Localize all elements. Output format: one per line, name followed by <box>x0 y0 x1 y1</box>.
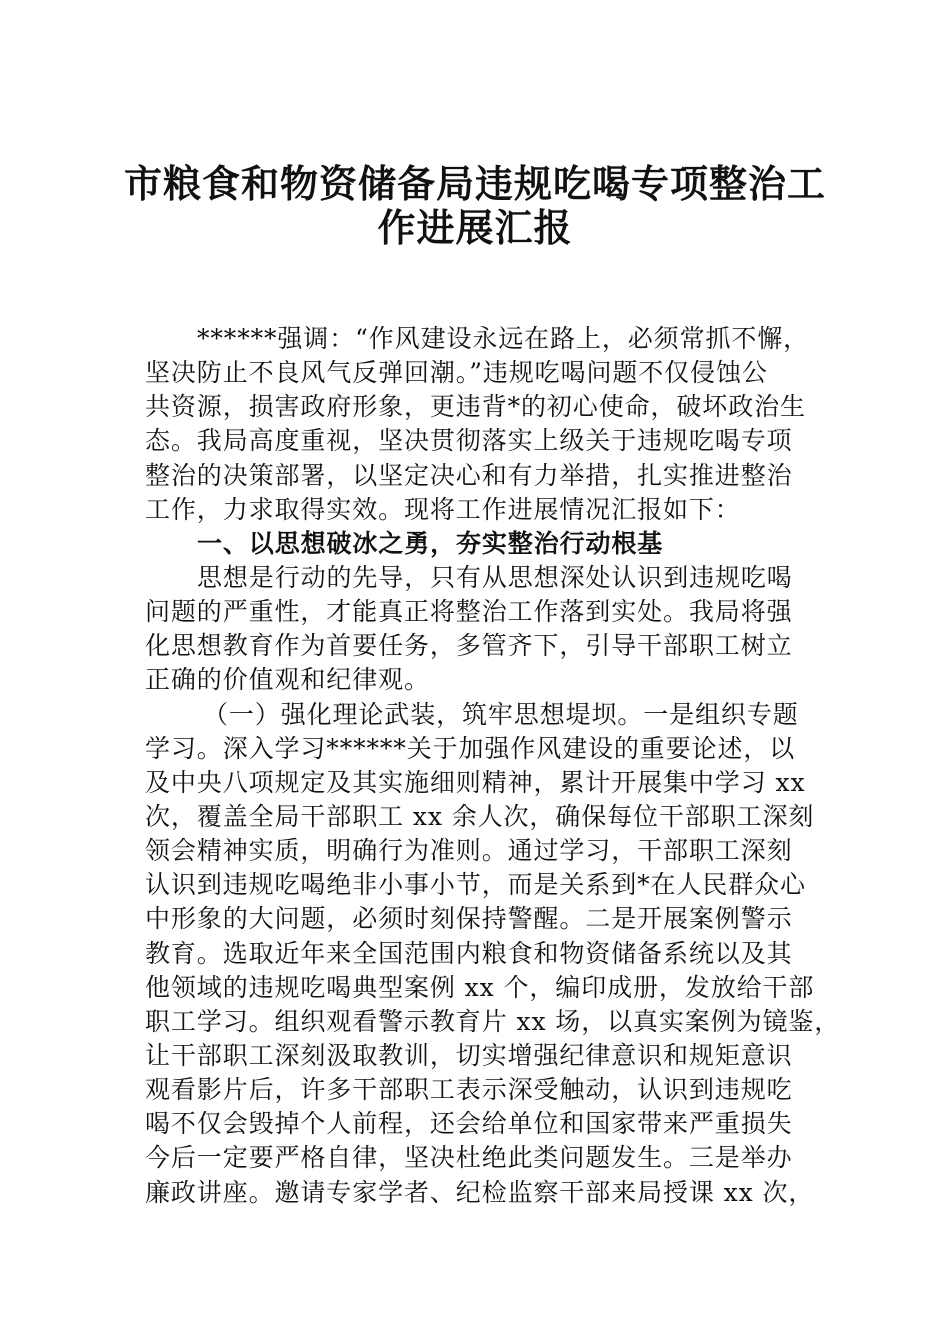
paragraph-section-1-line: 问题的严重性，才能真正将整治工作落到实处。我局将强 <box>145 597 793 627</box>
paragraph-subsection-1-line: 让干部职工深刻汲取教训，切实增强纪律意识和规矩意识 <box>145 1040 793 1070</box>
paragraph-subsection-1-line: 喝不仅会毁掉个人前程，还会给单位和国家带来严重损失 <box>145 1109 793 1139</box>
paragraph-subsection-1-line: 认识到违规吃喝绝非小事小节，而是关系到*在人民群众心 <box>145 870 806 900</box>
paragraph-subsection-1-line: 中形象的大问题，必须时刻保持警醒。二是开展案例警示 <box>145 904 793 934</box>
paragraph-intro-line: 坚决防止不良风气反弹回潮。”违规吃喝问题不仅侵蚀公 <box>145 358 768 388</box>
paragraph-section-1-line: 思想是行动的先导，只有从思想深处认识到违规吃喝 <box>197 562 793 592</box>
paragraph-intro-line: 共资源，损害政府形象，更违背*的初心使命，破坏政治生 <box>145 392 806 422</box>
paragraph-subsection-1-line: 他领域的违规吃喝典型案例 xx 个，编印成册，发放给干部 <box>145 972 815 1002</box>
paragraph-intro-line: 态。我局高度重视，坚决贯彻落实上级关于违规吃喝专项 <box>145 426 793 456</box>
paragraph-intro-line: 工作，力求取得实效。现将工作进展情况汇报如下： <box>145 494 741 524</box>
paragraph-subsection-1-line: 教育。选取近年来全国范围内粮食和物资储备系统以及其 <box>145 938 793 968</box>
paragraph-subsection-1-line: 领会精神实质，明确行为准则。通过学习，干部职工深刻 <box>145 836 793 866</box>
section-heading-1: 一、以思想破冰之勇，夯实整治行动根基 <box>197 528 664 558</box>
document-title-line-1: 市粮食和物资储备局违规吃喝专项整治工 <box>123 161 826 206</box>
paragraph-subsection-1-line: （一）强化理论武装，筑牢思想堤坝。一是组织专题 <box>203 699 799 729</box>
paragraph-intro-line: 整治的决策部署，以坚定决心和有力举措，扎实推进整治 <box>145 460 793 490</box>
paragraph-subsection-1-line: 及中央八项规定及其实施细则精神，累计开展集中学习 xx <box>145 767 806 797</box>
paragraph-subsection-1-line: 廉政讲座。邀请专家学者、纪检监察干部来局授课 xx 次， <box>145 1177 815 1207</box>
paragraph-section-1-line: 化思想教育作为首要任务，多管齐下，引导干部职工树立 <box>145 631 793 661</box>
document-title-line-2: 作进展汇报 <box>377 205 573 250</box>
paragraph-subsection-1-line: 学习。深入学习******关于加强作风建设的重要论述，以 <box>145 733 796 763</box>
paragraph-subsection-1-line: 今后一定要严格自律，坚决杜绝此类问题发生。三是举办 <box>145 1143 793 1173</box>
paragraph-subsection-1-line: 观看影片后，许多干部职工表示深受触动，认识到违规吃 <box>145 1075 793 1105</box>
paragraph-section-1-line: 正确的价值观和纪律观。 <box>145 665 430 695</box>
paragraph-subsection-1-line: 次，覆盖全局干部职工 xx 余人次，确保每位干部职工深刻 <box>145 801 815 831</box>
document-body <box>145 322 841 1210</box>
paragraph-intro-line: ******强调：“作风建设永远在路上，必须常抓不懈， <box>197 324 810 353</box>
paragraph-subsection-1-line: 职工学习。组织观看警示教育片 xx 场，以真实案例为镜鉴， <box>145 1006 841 1036</box>
